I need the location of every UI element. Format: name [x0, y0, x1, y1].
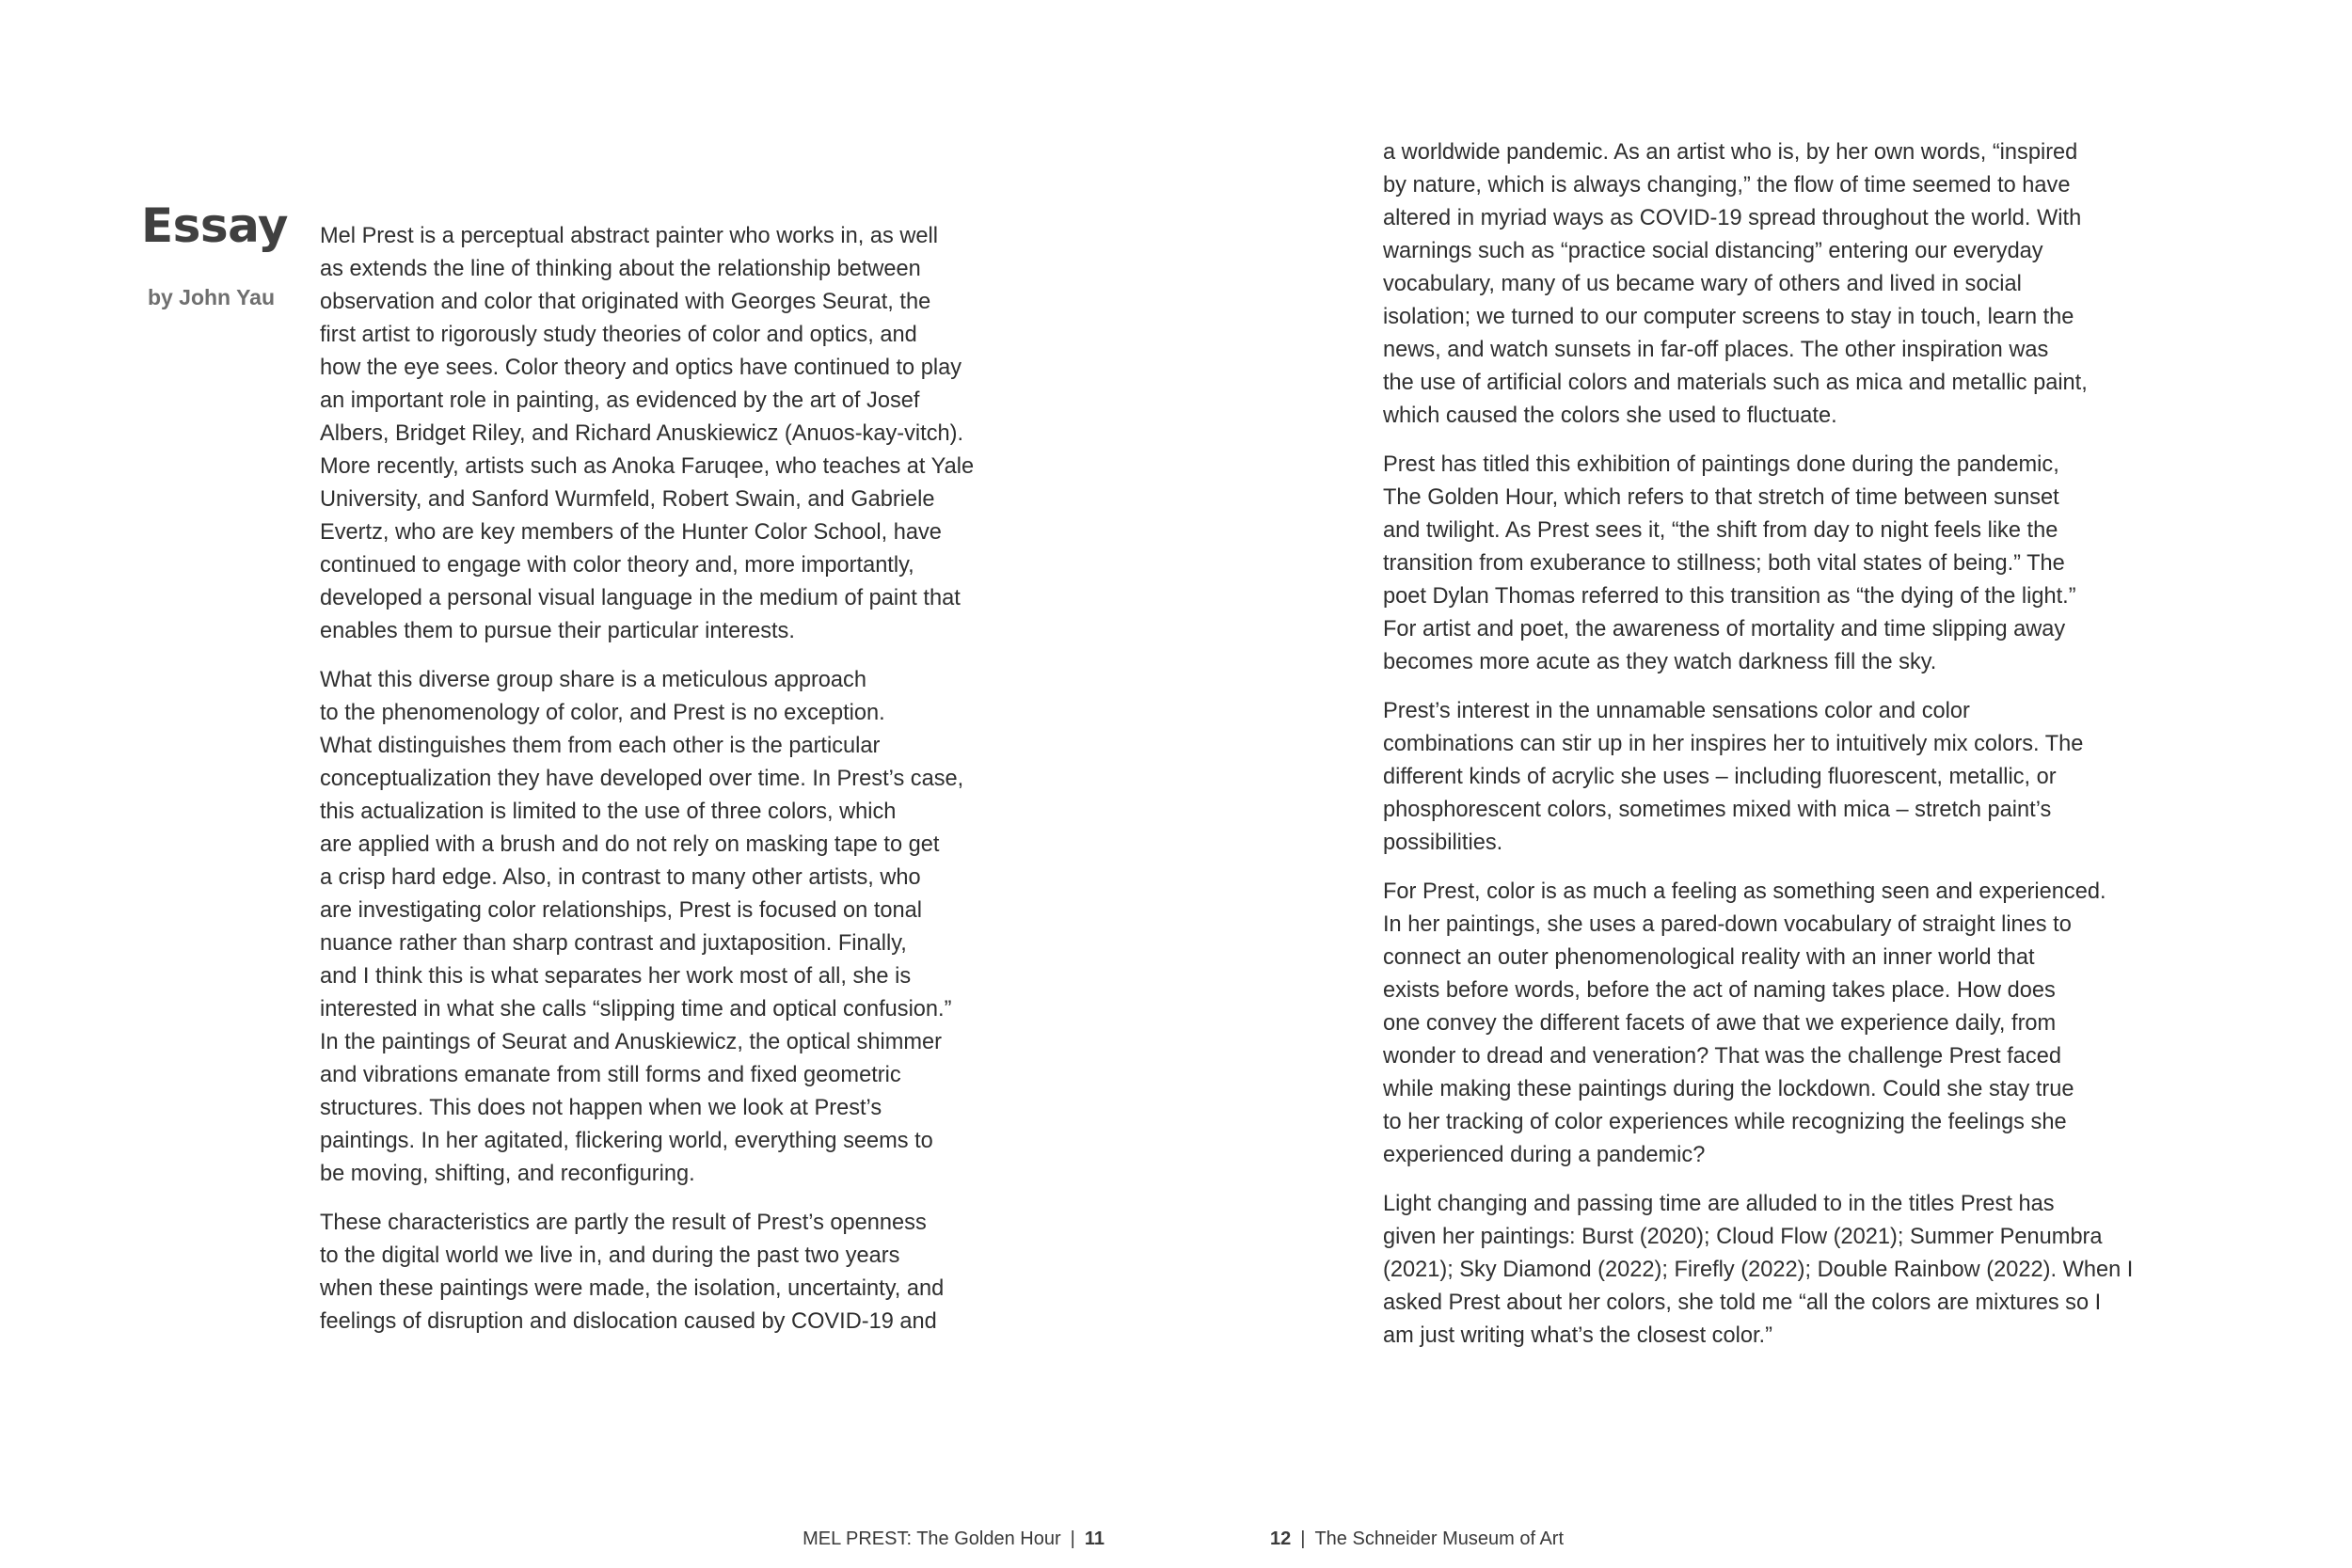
text-line: connect an outer phenomenological reality with an inner world that — [1383, 945, 2035, 970]
essay-paragraph — [320, 220, 1016, 648]
text-line: when these paintings were made, the isolation, uncertainty, and — [320, 1276, 945, 1301]
text-line: combinations can stir up in her inspires her to intuitively mix colors. The — [1383, 732, 2084, 756]
text-line: given her paintings: Burst (2020); Cloud Flow (2021); Summer Penumbra — [1383, 1225, 2103, 1249]
text-line: conceptualization they have developed over time. In Prest’s case, — [320, 767, 964, 791]
text-line: exists before words, before the act of naming takes place. How does — [1383, 978, 2056, 1003]
text-line: continued to engage with color theory and, more importantly, — [320, 553, 914, 578]
text-line: In the paintings of Seurat and Anuskiewicz, the optical shimmer — [320, 1030, 942, 1054]
text-line: altered in myriad ways as COVID-19 spread throughout the world. With — [1383, 206, 2082, 230]
left-text-column — [320, 220, 1016, 1338]
text-line: first artist to rigorously study theories of color and optics, and — [320, 323, 917, 347]
text-line: becomes more acute as they watch darkness fill the sky. — [1383, 650, 1937, 674]
essay-paragraph — [1383, 1188, 2136, 1353]
text-line: the use of artificial colors and materials such as mica and metallic paint, — [1383, 371, 2088, 395]
text-line: a worldwide pandemic. As an artist who is, by her own words, “inspired — [1383, 140, 2078, 165]
page-number-left: 11 — [1084, 1528, 1104, 1549]
text-line: asked Prest about her colors, she told me “all the colors are mixtures so I — [1383, 1291, 2102, 1315]
essay-paragraph — [1383, 136, 2136, 433]
footer-separator: | — [1070, 1528, 1075, 1549]
text-line: while making these paintings during the lockdown. Could she stay true — [1383, 1077, 2074, 1101]
footer-publication-title: MEL PREST: The Golden Hour — [803, 1528, 1061, 1549]
essay-paragraph — [1383, 695, 2136, 860]
text-line: phosphorescent colors, sometimes mixed with mica – stretch paint’s — [1383, 798, 2052, 822]
text-line: experienced during a pandemic? — [1383, 1143, 1706, 1167]
essay-paragraph — [320, 664, 1016, 1191]
text-line: Prest has titled this exhibition of paintings done during the pandemic, — [1383, 452, 2059, 477]
text-line: by nature, which is always changing,” the flow of time seemed to have — [1383, 173, 2071, 198]
text-line: an important role in painting, as evidenced by the art of Josef — [320, 388, 920, 413]
footer-museum-name: The Schneider Museum of Art — [1314, 1528, 1565, 1549]
text-line: to the digital world we live in, and during the past two years — [320, 1243, 900, 1268]
text-line: structures. This does not happen when we look at Prest’s — [320, 1096, 882, 1120]
text-line: different kinds of acrylic she uses – including fluorescent, metallic, or — [1383, 765, 2057, 789]
essay-paragraph — [1383, 876, 2136, 1172]
text-line: isolation; we turned to our computer screens to stay in touch, learn the — [1383, 305, 2074, 329]
text-line: University, and Sanford Wurmfeld, Robert Swain, and Gabriele — [320, 487, 935, 512]
essay-paragraph — [320, 1207, 1016, 1338]
text-line: Mel Prest is a perceptual abstract painter who works in, as well — [320, 224, 938, 248]
essay-paragraph — [1383, 449, 2136, 679]
text-line: For artist and poet, the awareness of mortality and time slipping away — [1383, 617, 2066, 641]
text-line: enables them to pursue their particular interests. — [320, 619, 795, 643]
text-line: warnings such as “practice social distancing” entering our everyday — [1383, 239, 2043, 263]
footer-left — [803, 1526, 1104, 1552]
footer-separator: | — [1300, 1528, 1306, 1549]
text-line: paintings. In her agitated, flickering world, everything seems to — [320, 1129, 933, 1153]
text-line: What this diverse group share is a meticulous approach — [320, 668, 866, 692]
text-line: a crisp hard edge. Also, in contrast to many other artists, who — [320, 865, 921, 890]
text-line: this actualization is limited to the use of three colors, which — [320, 800, 897, 824]
text-line: (2021); Sky Diamond (2022); Firefly (2022); Double Rainbow (2022). When I — [1383, 1258, 2134, 1282]
text-line: transition from exuberance to stillness; both vital states of being.” The — [1383, 551, 2065, 576]
text-line: to the phenomenology of color, and Prest is no exception. — [320, 701, 885, 725]
text-line: Light changing and passing time are alluded to in the titles Prest has — [1383, 1192, 2055, 1216]
text-line: In her paintings, she uses a pared-down vocabulary of straight lines to — [1383, 912, 2072, 937]
essay-title: Essay — [141, 198, 288, 253]
page-number-right: 12 — [1270, 1528, 1292, 1549]
text-line: vocabulary, many of us became wary of others and lived in social — [1383, 272, 2022, 296]
text-line: observation and color that originated with Georges Seurat, the — [320, 290, 931, 314]
text-line: nuance rather than sharp contrast and juxtaposition. Finally, — [320, 931, 907, 956]
footer-right — [1270, 1526, 1564, 1552]
text-line: am just writing what’s the closest color.” — [1383, 1323, 1772, 1348]
text-line: and vibrations emanate from still forms and fixed geometric — [320, 1063, 901, 1087]
text-line: feelings of disruption and dislocation caused by COVID-19 and — [320, 1309, 937, 1334]
text-line: be moving, shifting, and reconfiguring. — [320, 1162, 695, 1186]
text-line: Evertz, who are key members of the Hunter Color School, have — [320, 520, 942, 545]
text-line: Albers, Bridget Riley, and Richard Anuskiewicz (Anuos-kay-vitch). — [320, 421, 964, 446]
text-line: developed a personal visual language in the medium of paint that — [320, 586, 961, 610]
text-line: how the eye sees. Color theory and optics have continued to play — [320, 356, 962, 380]
text-line: For Prest, color is as much a feeling as something seen and experienced. — [1383, 879, 2106, 904]
text-line: are applied with a brush and do not rely on masking tape to get — [320, 832, 940, 857]
text-line: one convey the different facets of awe that we experience daily, from — [1383, 1011, 2057, 1036]
text-line: What distinguishes them from each other is the particular — [320, 734, 881, 758]
text-line: These characteristics are partly the result of Prest’s openness — [320, 1211, 927, 1235]
text-line: Prest’s interest in the unnamable sensations color and color — [1383, 699, 1970, 723]
text-line: news, and watch sunsets in far-off places. The other inspiration was — [1383, 338, 2049, 362]
text-line: and I think this is what separates her work most of all, she is — [320, 964, 912, 989]
text-line: and twilight. As Prest sees it, “the shift from day to night feels like the — [1383, 518, 2058, 543]
text-line: are investigating color relationships, Prest is focused on tonal — [320, 898, 923, 923]
right-text-column — [1383, 136, 2136, 1353]
text-line: The Golden Hour, which refers to that stretch of time between sunset — [1383, 485, 2059, 510]
text-line: interested in what she calls “slipping time and optical confusion.” — [320, 997, 952, 1022]
essay-byline: by John Yau — [147, 285, 275, 309]
text-line: possibilities. — [1383, 831, 1503, 855]
text-line: to her tracking of color experiences while recognizing the feelings she — [1383, 1110, 2067, 1134]
text-line: as extends the line of thinking about the relationship between — [320, 257, 921, 281]
text-line: wonder to dread and veneration? That was the challenge Prest faced — [1383, 1044, 2061, 1069]
text-line: poet Dylan Thomas referred to this transition as “the dying of the light.” — [1383, 584, 2076, 609]
text-line: which caused the colors she used to fluctuate. — [1383, 404, 1837, 428]
text-line: More recently, artists such as Anoka Faruqee, who teaches at Yale — [320, 454, 975, 479]
